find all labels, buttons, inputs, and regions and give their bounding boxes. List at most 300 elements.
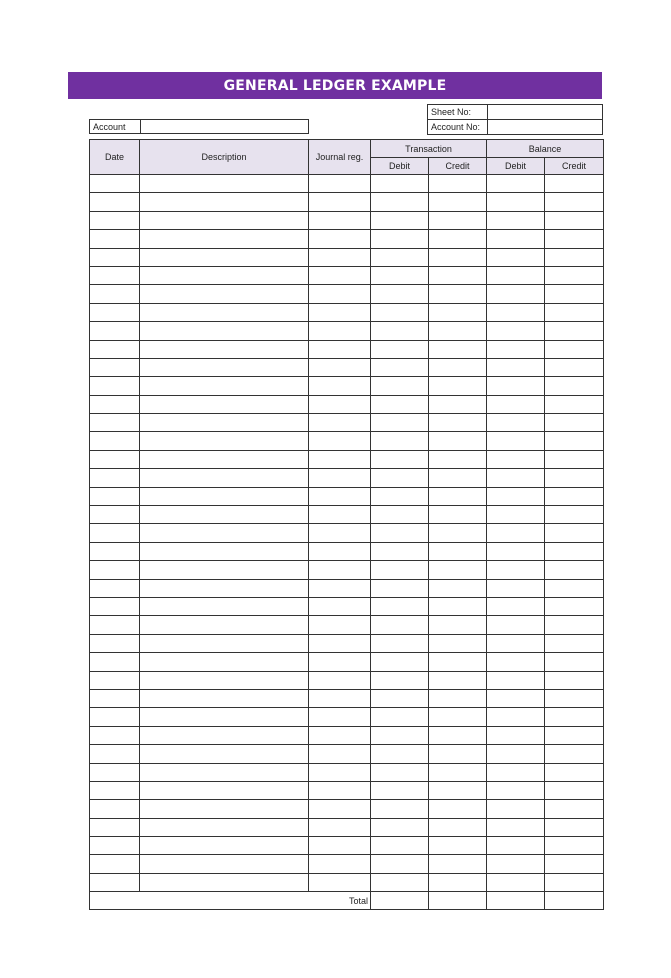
cell-transaction-debit[interactable] — [371, 781, 429, 799]
cell-transaction-credit[interactable] — [429, 855, 487, 873]
cell-description[interactable] — [140, 616, 309, 634]
cell-date[interactable] — [90, 303, 140, 321]
cell-description[interactable] — [140, 763, 309, 781]
cell-journal-ref[interactable] — [309, 450, 371, 468]
cell-journal-ref[interactable] — [309, 487, 371, 505]
cell-transaction-credit[interactable] — [429, 745, 487, 763]
cell-balance-credit[interactable] — [545, 561, 604, 579]
cell-transaction-debit[interactable] — [371, 230, 429, 248]
cell-balance-debit[interactable] — [487, 542, 545, 560]
cell-transaction-credit[interactable] — [429, 800, 487, 818]
cell-journal-ref[interactable] — [309, 634, 371, 652]
cell-journal-ref[interactable] — [309, 506, 371, 524]
cell-balance-credit[interactable] — [545, 175, 604, 193]
cell-transaction-credit[interactable] — [429, 487, 487, 505]
cell-balance-debit[interactable] — [487, 487, 545, 505]
cell-transaction-debit[interactable] — [371, 248, 429, 266]
cell-transaction-credit[interactable] — [429, 763, 487, 781]
cell-description[interactable] — [140, 248, 309, 266]
cell-transaction-credit[interactable] — [429, 377, 487, 395]
cell-transaction-credit[interactable] — [429, 414, 487, 432]
cell-description[interactable] — [140, 395, 309, 413]
cell-transaction-debit[interactable] — [371, 303, 429, 321]
cell-journal-ref[interactable] — [309, 377, 371, 395]
cell-journal-ref[interactable] — [309, 873, 371, 891]
cell-journal-ref[interactable] — [309, 193, 371, 211]
cell-transaction-credit[interactable] — [429, 285, 487, 303]
cell-description[interactable] — [140, 524, 309, 542]
cell-date[interactable] — [90, 542, 140, 560]
cell-balance-debit[interactable] — [487, 358, 545, 376]
cell-transaction-credit[interactable] — [429, 211, 487, 229]
cell-balance-credit[interactable] — [545, 524, 604, 542]
cell-transaction-credit[interactable] — [429, 708, 487, 726]
cell-balance-debit[interactable] — [487, 561, 545, 579]
cell-balance-credit[interactable] — [545, 579, 604, 597]
total-transaction-credit[interactable] — [429, 892, 487, 910]
cell-date[interactable] — [90, 745, 140, 763]
cell-description[interactable] — [140, 340, 309, 358]
cell-journal-ref[interactable] — [309, 542, 371, 560]
cell-transaction-debit[interactable] — [371, 708, 429, 726]
cell-date[interactable] — [90, 818, 140, 836]
table-row — [90, 689, 604, 707]
cell-date[interactable] — [90, 175, 140, 193]
cell-description[interactable] — [140, 377, 309, 395]
cell-description[interactable] — [140, 855, 309, 873]
cell-journal-ref[interactable] — [309, 763, 371, 781]
cell-balance-debit[interactable] — [487, 689, 545, 707]
cell-date[interactable] — [90, 616, 140, 634]
cell-balance-debit[interactable] — [487, 340, 545, 358]
cell-transaction-debit[interactable] — [371, 561, 429, 579]
cell-balance-debit[interactable] — [487, 616, 545, 634]
cell-journal-ref[interactable] — [309, 597, 371, 615]
cell-balance-debit[interactable] — [487, 855, 545, 873]
cell-transaction-debit[interactable] — [371, 763, 429, 781]
cell-balance-credit[interactable] — [545, 781, 604, 799]
cell-balance-credit[interactable] — [545, 248, 604, 266]
cell-description[interactable] — [140, 506, 309, 524]
cell-description[interactable] — [140, 487, 309, 505]
cell-balance-credit[interactable] — [545, 340, 604, 358]
cell-date[interactable] — [90, 671, 140, 689]
cell-date[interactable] — [90, 211, 140, 229]
cell-balance-credit[interactable] — [545, 818, 604, 836]
cell-date[interactable] — [90, 487, 140, 505]
cell-transaction-credit[interactable] — [429, 561, 487, 579]
cell-balance-debit[interactable] — [487, 524, 545, 542]
cell-balance-debit[interactable] — [487, 800, 545, 818]
account-no-field[interactable] — [488, 120, 602, 134]
cell-transaction-debit[interactable] — [371, 395, 429, 413]
col-header-journal-ref: Journal reg. — [309, 140, 371, 175]
cell-transaction-debit[interactable] — [371, 634, 429, 652]
cell-journal-ref[interactable] — [309, 248, 371, 266]
cell-journal-ref[interactable] — [309, 800, 371, 818]
cell-description[interactable] — [140, 745, 309, 763]
cell-balance-debit[interactable] — [487, 377, 545, 395]
cell-transaction-credit[interactable] — [429, 634, 487, 652]
cell-balance-credit[interactable] — [545, 616, 604, 634]
ledger-body — [90, 175, 604, 892]
cell-date[interactable] — [90, 432, 140, 450]
account-field[interactable] — [141, 120, 308, 133]
cell-balance-debit[interactable] — [487, 322, 545, 340]
cell-transaction-credit[interactable] — [429, 506, 487, 524]
cell-balance-debit[interactable] — [487, 818, 545, 836]
cell-balance-credit[interactable] — [545, 469, 604, 487]
cell-balance-debit[interactable] — [487, 414, 545, 432]
cell-transaction-debit[interactable] — [371, 469, 429, 487]
cell-date[interactable] — [90, 285, 140, 303]
cell-balance-debit[interactable] — [487, 211, 545, 229]
cell-balance-credit[interactable] — [545, 597, 604, 615]
cell-balance-debit[interactable] — [487, 193, 545, 211]
cell-transaction-debit[interactable] — [371, 726, 429, 744]
cell-transaction-debit[interactable] — [371, 432, 429, 450]
cell-date[interactable] — [90, 469, 140, 487]
cell-journal-ref[interactable] — [309, 671, 371, 689]
cell-journal-ref[interactable] — [309, 837, 371, 855]
cell-balance-credit[interactable] — [545, 689, 604, 707]
cell-transaction-debit[interactable] — [371, 873, 429, 891]
cell-balance-debit[interactable] — [487, 450, 545, 468]
cell-balance-credit[interactable] — [545, 266, 604, 284]
cell-description[interactable] — [140, 689, 309, 707]
cell-journal-ref[interactable] — [309, 432, 371, 450]
cell-transaction-debit[interactable] — [371, 506, 429, 524]
cell-transaction-debit[interactable] — [371, 285, 429, 303]
cell-balance-credit[interactable] — [545, 763, 604, 781]
cell-date[interactable] — [90, 653, 140, 671]
cell-description[interactable] — [140, 542, 309, 560]
cell-transaction-credit[interactable] — [429, 450, 487, 468]
table-row — [90, 266, 604, 284]
cell-transaction-debit[interactable] — [371, 358, 429, 376]
table-row — [90, 653, 604, 671]
cell-transaction-debit[interactable] — [371, 487, 429, 505]
cell-date[interactable] — [90, 506, 140, 524]
cell-journal-ref[interactable] — [309, 726, 371, 744]
cell-journal-ref[interactable] — [309, 175, 371, 193]
cell-journal-ref[interactable] — [309, 469, 371, 487]
cell-balance-credit[interactable] — [545, 745, 604, 763]
cell-balance-debit[interactable] — [487, 745, 545, 763]
cell-balance-debit[interactable] — [487, 469, 545, 487]
total-balance-debit[interactable] — [487, 892, 545, 910]
cell-date[interactable] — [90, 855, 140, 873]
cell-transaction-credit[interactable] — [429, 395, 487, 413]
cell-balance-credit[interactable] — [545, 211, 604, 229]
col-header-transaction-debit: Debit — [371, 158, 429, 175]
cell-balance-debit[interactable] — [487, 781, 545, 799]
cell-description[interactable] — [140, 800, 309, 818]
cell-transaction-credit[interactable] — [429, 248, 487, 266]
cell-description[interactable] — [140, 432, 309, 450]
cell-transaction-debit[interactable] — [371, 579, 429, 597]
cell-balance-credit[interactable] — [545, 395, 604, 413]
cell-balance-credit[interactable] — [545, 303, 604, 321]
cell-balance-debit[interactable] — [487, 873, 545, 891]
cell-description[interactable] — [140, 671, 309, 689]
cell-date[interactable] — [90, 340, 140, 358]
cell-description[interactable] — [140, 358, 309, 376]
cell-balance-credit[interactable] — [545, 542, 604, 560]
cell-description[interactable] — [140, 634, 309, 652]
cell-date[interactable] — [90, 248, 140, 266]
cell-description[interactable] — [140, 303, 309, 321]
cell-balance-credit[interactable] — [545, 726, 604, 744]
cell-balance-credit[interactable] — [545, 432, 604, 450]
table-row — [90, 322, 604, 340]
cell-date[interactable] — [90, 689, 140, 707]
cell-journal-ref[interactable] — [309, 266, 371, 284]
cell-balance-credit[interactable] — [545, 414, 604, 432]
cell-transaction-credit[interactable] — [429, 469, 487, 487]
cell-date[interactable] — [90, 414, 140, 432]
cell-description[interactable] — [140, 726, 309, 744]
cell-transaction-credit[interactable] — [429, 837, 487, 855]
cell-description[interactable] — [140, 175, 309, 193]
cell-transaction-debit[interactable] — [371, 818, 429, 836]
cell-balance-credit[interactable] — [545, 450, 604, 468]
cell-journal-ref[interactable] — [309, 745, 371, 763]
cell-transaction-credit[interactable] — [429, 303, 487, 321]
cell-journal-ref[interactable] — [309, 211, 371, 229]
cell-date[interactable] — [90, 597, 140, 615]
cell-date[interactable] — [90, 230, 140, 248]
cell-balance-credit[interactable] — [545, 800, 604, 818]
cell-transaction-credit[interactable] — [429, 230, 487, 248]
cell-balance-credit[interactable] — [545, 377, 604, 395]
cell-journal-ref[interactable] — [309, 579, 371, 597]
cell-date[interactable] — [90, 193, 140, 211]
cell-transaction-debit[interactable] — [371, 597, 429, 615]
account-no-box — [427, 119, 603, 135]
cell-balance-debit[interactable] — [487, 726, 545, 744]
table-row — [90, 340, 604, 358]
cell-journal-ref[interactable] — [309, 855, 371, 873]
cell-balance-credit[interactable] — [545, 634, 604, 652]
cell-transaction-credit[interactable] — [429, 524, 487, 542]
col-header-description: Description — [140, 140, 309, 175]
cell-balance-credit[interactable] — [545, 487, 604, 505]
cell-balance-debit[interactable] — [487, 506, 545, 524]
cell-balance-debit[interactable] — [487, 175, 545, 193]
cell-date[interactable] — [90, 358, 140, 376]
cell-transaction-credit[interactable] — [429, 358, 487, 376]
cell-transaction-credit[interactable] — [429, 340, 487, 358]
cell-transaction-credit[interactable] — [429, 322, 487, 340]
cell-date[interactable] — [90, 873, 140, 891]
cell-transaction-credit[interactable] — [429, 542, 487, 560]
col-header-transaction-credit: Credit — [429, 158, 487, 175]
cell-transaction-credit[interactable] — [429, 193, 487, 211]
cell-description[interactable] — [140, 873, 309, 891]
table-row — [90, 450, 604, 468]
cell-description[interactable] — [140, 414, 309, 432]
cell-balance-debit[interactable] — [487, 579, 545, 597]
cell-transaction-debit[interactable] — [371, 377, 429, 395]
cell-balance-debit[interactable] — [487, 285, 545, 303]
cell-transaction-debit[interactable] — [371, 193, 429, 211]
cell-description[interactable] — [140, 708, 309, 726]
cell-journal-ref[interactable] — [309, 708, 371, 726]
cell-journal-ref[interactable] — [309, 616, 371, 634]
cell-transaction-debit[interactable] — [371, 653, 429, 671]
cell-journal-ref[interactable] — [309, 340, 371, 358]
cell-transaction-credit[interactable] — [429, 653, 487, 671]
cell-description[interactable] — [140, 322, 309, 340]
cell-date[interactable] — [90, 266, 140, 284]
cell-journal-ref[interactable] — [309, 322, 371, 340]
cell-journal-ref[interactable] — [309, 303, 371, 321]
cell-transaction-debit[interactable] — [371, 266, 429, 284]
cell-date[interactable] — [90, 579, 140, 597]
cell-transaction-debit[interactable] — [371, 414, 429, 432]
cell-transaction-debit[interactable] — [371, 800, 429, 818]
col-header-balance-debit: Debit — [487, 158, 545, 175]
cell-balance-credit[interactable] — [545, 837, 604, 855]
table-row — [90, 193, 604, 211]
cell-balance-credit[interactable] — [545, 873, 604, 891]
cell-journal-ref[interactable] — [309, 358, 371, 376]
cell-balance-debit[interactable] — [487, 634, 545, 652]
cell-transaction-credit[interactable] — [429, 689, 487, 707]
sheet-no-field[interactable] — [488, 105, 602, 119]
cell-date[interactable] — [90, 634, 140, 652]
cell-date[interactable] — [90, 561, 140, 579]
cell-journal-ref[interactable] — [309, 818, 371, 836]
cell-transaction-credit[interactable] — [429, 266, 487, 284]
cell-balance-credit[interactable] — [545, 230, 604, 248]
cell-transaction-debit[interactable] — [371, 340, 429, 358]
cell-description[interactable] — [140, 230, 309, 248]
cell-journal-ref[interactable] — [309, 414, 371, 432]
cell-date[interactable] — [90, 800, 140, 818]
cell-balance-credit[interactable] — [545, 358, 604, 376]
cell-transaction-credit[interactable] — [429, 175, 487, 193]
cell-date[interactable] — [90, 377, 140, 395]
cell-description[interactable] — [140, 266, 309, 284]
cell-date[interactable] — [90, 450, 140, 468]
table-row — [90, 726, 604, 744]
account-box — [89, 119, 309, 134]
cell-journal-ref[interactable] — [309, 524, 371, 542]
cell-transaction-credit[interactable] — [429, 818, 487, 836]
cell-date[interactable] — [90, 708, 140, 726]
cell-description[interactable] — [140, 561, 309, 579]
cell-transaction-debit[interactable] — [371, 689, 429, 707]
cell-transaction-debit[interactable] — [371, 855, 429, 873]
cell-description[interactable] — [140, 211, 309, 229]
cell-transaction-credit[interactable] — [429, 597, 487, 615]
cell-description[interactable] — [140, 579, 309, 597]
cell-transaction-credit[interactable] — [429, 432, 487, 450]
cell-date[interactable] — [90, 726, 140, 744]
cell-description[interactable] — [140, 781, 309, 799]
cell-description[interactable] — [140, 193, 309, 211]
cell-description[interactable] — [140, 450, 309, 468]
cell-balance-credit[interactable] — [545, 322, 604, 340]
table-row — [90, 579, 604, 597]
cell-balance-credit[interactable] — [545, 285, 604, 303]
cell-journal-ref[interactable] — [309, 561, 371, 579]
cell-balance-credit[interactable] — [545, 506, 604, 524]
cell-description[interactable] — [140, 653, 309, 671]
cell-transaction-debit[interactable] — [371, 450, 429, 468]
cell-transaction-debit[interactable] — [371, 616, 429, 634]
cell-date[interactable] — [90, 763, 140, 781]
cell-transaction-debit[interactable] — [371, 745, 429, 763]
cell-journal-ref[interactable] — [309, 653, 371, 671]
cell-balance-debit[interactable] — [487, 837, 545, 855]
cell-balance-credit[interactable] — [545, 653, 604, 671]
account-label: Account — [90, 120, 141, 133]
cell-balance-debit[interactable] — [487, 597, 545, 615]
cell-transaction-debit[interactable] — [371, 837, 429, 855]
cell-balance-credit[interactable] — [545, 193, 604, 211]
cell-date[interactable] — [90, 781, 140, 799]
cell-transaction-credit[interactable] — [429, 873, 487, 891]
cell-transaction-credit[interactable] — [429, 781, 487, 799]
cell-balance-credit[interactable] — [545, 855, 604, 873]
cell-description[interactable] — [140, 597, 309, 615]
cell-balance-debit[interactable] — [487, 266, 545, 284]
cell-transaction-debit[interactable] — [371, 211, 429, 229]
cell-journal-ref[interactable] — [309, 285, 371, 303]
cell-transaction-credit[interactable] — [429, 579, 487, 597]
cell-description[interactable] — [140, 837, 309, 855]
cell-transaction-debit[interactable] — [371, 671, 429, 689]
cell-balance-credit[interactable] — [545, 671, 604, 689]
cell-balance-debit[interactable] — [487, 432, 545, 450]
cell-balance-debit[interactable] — [487, 248, 545, 266]
cell-journal-ref[interactable] — [309, 395, 371, 413]
total-transaction-debit[interactable] — [371, 892, 429, 910]
cell-balance-debit[interactable] — [487, 395, 545, 413]
cell-transaction-credit[interactable] — [429, 616, 487, 634]
cell-journal-ref[interactable] — [309, 781, 371, 799]
cell-balance-credit[interactable] — [545, 708, 604, 726]
cell-transaction-debit[interactable] — [371, 542, 429, 560]
cell-date[interactable] — [90, 524, 140, 542]
cell-transaction-debit[interactable] — [371, 322, 429, 340]
total-balance-credit[interactable] — [545, 892, 604, 910]
cell-balance-debit[interactable] — [487, 653, 545, 671]
cell-balance-debit[interactable] — [487, 708, 545, 726]
cell-description[interactable] — [140, 469, 309, 487]
cell-balance-debit[interactable] — [487, 763, 545, 781]
cell-date[interactable] — [90, 395, 140, 413]
cell-transaction-credit[interactable] — [429, 671, 487, 689]
cell-date[interactable] — [90, 837, 140, 855]
cell-transaction-debit[interactable] — [371, 524, 429, 542]
cell-journal-ref[interactable] — [309, 230, 371, 248]
cell-description[interactable] — [140, 818, 309, 836]
cell-description[interactable] — [140, 285, 309, 303]
table-row — [90, 211, 604, 229]
cell-journal-ref[interactable] — [309, 689, 371, 707]
cell-balance-debit[interactable] — [487, 303, 545, 321]
cell-balance-debit[interactable] — [487, 671, 545, 689]
cell-date[interactable] — [90, 322, 140, 340]
table-row — [90, 837, 604, 855]
cell-transaction-credit[interactable] — [429, 726, 487, 744]
cell-balance-debit[interactable] — [487, 230, 545, 248]
cell-transaction-debit[interactable] — [371, 175, 429, 193]
